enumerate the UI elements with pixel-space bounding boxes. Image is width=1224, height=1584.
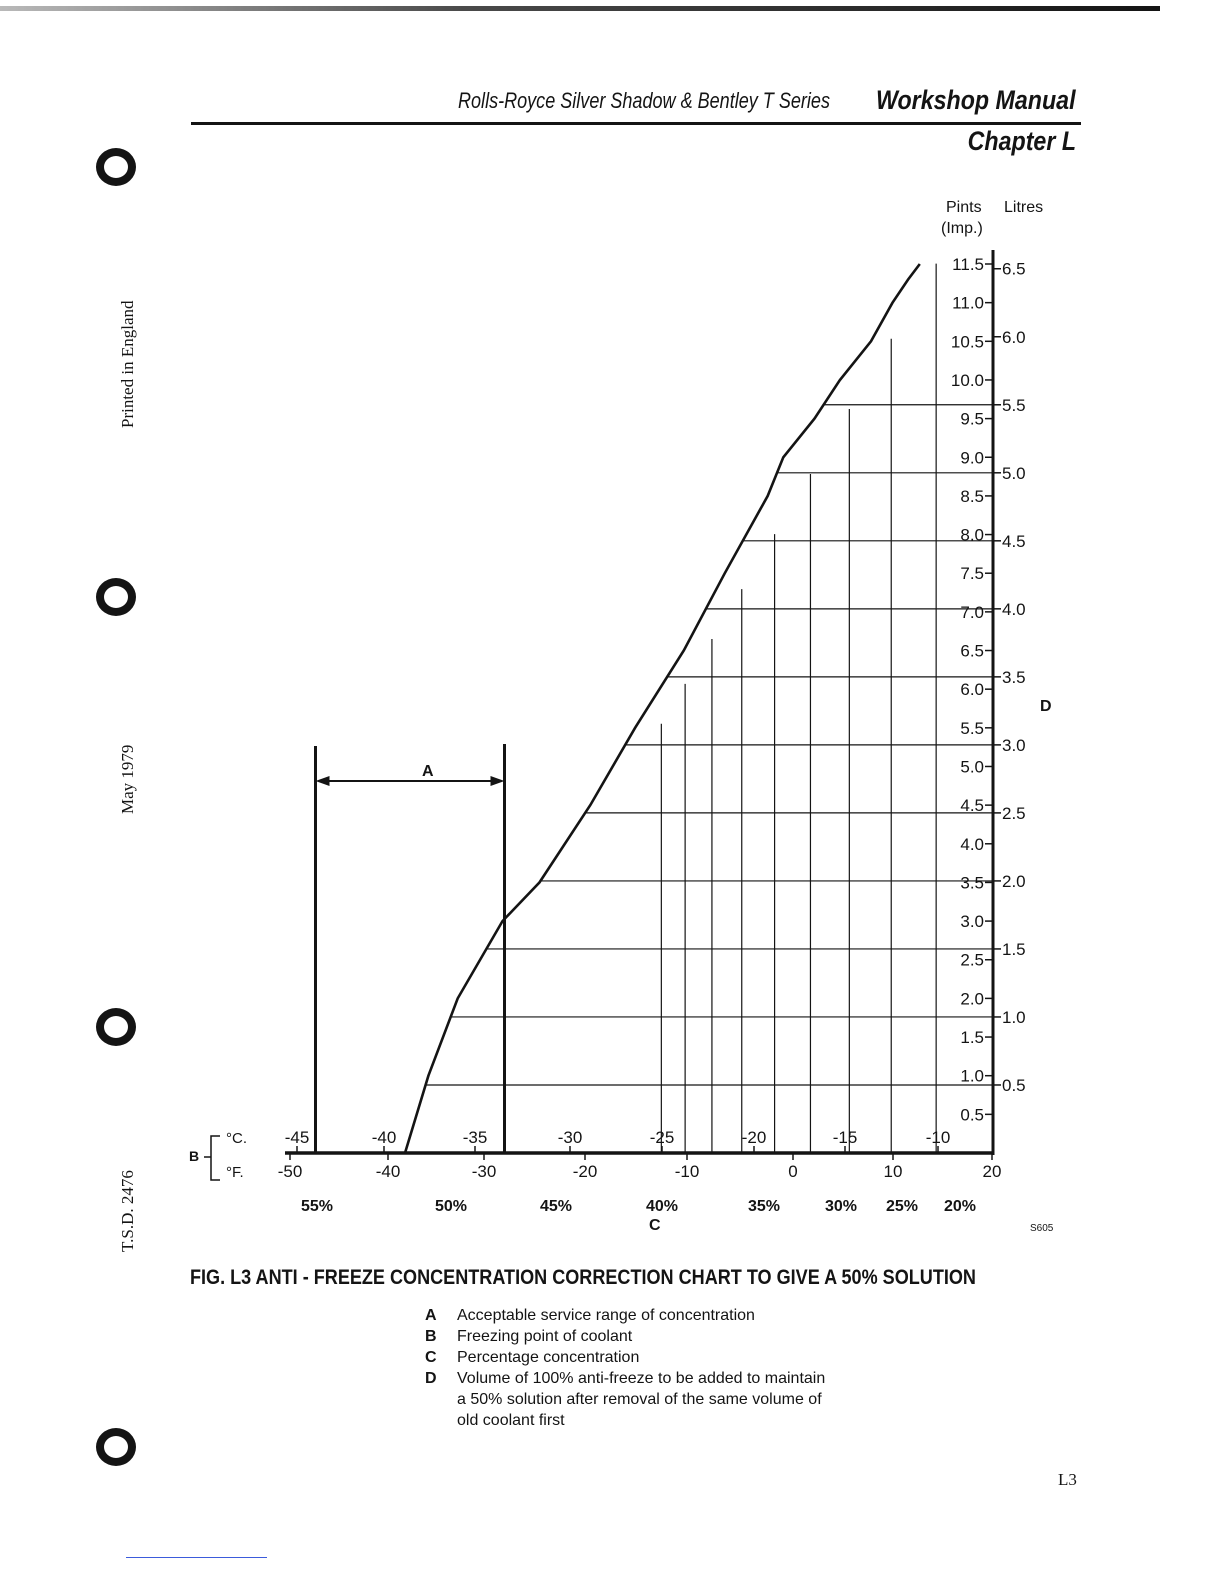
litres-tick-label: 2.0 xyxy=(1002,871,1026,891)
chart-grid xyxy=(426,264,993,1153)
pints-tick-label: 10.0 xyxy=(950,370,984,390)
pints-tick-label: 9.0 xyxy=(960,448,984,468)
litres-tick-label: 3.0 xyxy=(1002,735,1026,755)
printed-in-england: Printed in England xyxy=(118,300,137,428)
header-chapter: Chapter L xyxy=(967,126,1076,156)
celsius-tick-label: -15 xyxy=(832,1128,858,1147)
pints-tick-label: 8.5 xyxy=(960,486,984,506)
pints-tick-label: 3.0 xyxy=(960,912,984,932)
pints-tick-label: 7.5 xyxy=(960,564,984,584)
celsius-tick-label: -25 xyxy=(649,1128,675,1147)
percent-tick-label: 40% xyxy=(645,1198,679,1215)
pints-tick-label: 5.5 xyxy=(960,718,984,738)
pints-tick-label: 10.5 xyxy=(950,332,984,352)
litres-tick-label: 4.5 xyxy=(1002,531,1026,551)
pints-tick-label: 2.0 xyxy=(960,989,984,1009)
percent-tick-label: 35% xyxy=(747,1198,781,1215)
marker-c: C xyxy=(649,1217,661,1234)
litres-tick-label: 3.5 xyxy=(1002,667,1026,687)
drawing-ref: S605 xyxy=(1030,1223,1054,1234)
pints-tick-label: 5.0 xyxy=(960,757,984,777)
litres-tick-label: 6.0 xyxy=(1002,327,1026,347)
pints-tick-label: 7.0 xyxy=(960,602,984,622)
celsius-tick-label: -45 xyxy=(284,1128,310,1147)
fahrenheit-tick-label: -10 xyxy=(674,1162,700,1181)
celsius-unit: °C. xyxy=(226,1130,247,1147)
correction-curve xyxy=(405,264,920,1153)
chart-labels xyxy=(278,255,1026,1215)
fahrenheit-tick-label: -40 xyxy=(375,1162,401,1181)
percent-tick-label: 25% xyxy=(885,1198,919,1215)
litres-tick-label: 1.5 xyxy=(1002,939,1026,959)
percent-tick-label: 50% xyxy=(434,1198,468,1215)
litres-tick-label: 0.5 xyxy=(1002,1075,1026,1095)
page-number: L3 xyxy=(1058,1470,1077,1489)
legend-item xyxy=(425,1368,837,1431)
litres-tick-label: 5.5 xyxy=(1002,395,1026,415)
pints-header: Pints xyxy=(946,199,982,216)
fahrenheit-unit: °F. xyxy=(226,1164,244,1181)
marker-b: B xyxy=(189,1148,200,1164)
legend-text: Volume of 100% anti-freeze to be added to maintain a 50% solution after removal of the same volume of old coolant first xyxy=(457,1370,826,1429)
pints-tick-label: 3.5 xyxy=(960,873,984,893)
legend-text: Acceptable service range of concentration xyxy=(457,1307,755,1324)
header-series-title: Rolls-Royce Silver Shadow & Bentley T Series xyxy=(458,88,830,113)
header-manual-title: Workshop Manual xyxy=(876,85,1076,115)
pints-tick-label: 9.5 xyxy=(960,409,984,429)
litres-header: Litres xyxy=(1004,199,1044,216)
pints-tick-label: 1.5 xyxy=(960,1028,984,1048)
percent-tick-label: 20% xyxy=(943,1198,977,1215)
pints-header-imp: (Imp.) xyxy=(941,220,983,237)
legend-key: B xyxy=(425,1328,437,1345)
celsius-tick-label: -35 xyxy=(462,1128,488,1147)
marker-d: D xyxy=(1040,698,1052,715)
fahrenheit-tick-label: 20 xyxy=(982,1162,1002,1181)
pints-tick-label: 4.5 xyxy=(960,796,984,816)
litres-tick-label: 5.0 xyxy=(1002,463,1026,483)
legend-text: Freezing point of coolant xyxy=(457,1328,633,1345)
pints-tick-label: 1.0 xyxy=(960,1066,984,1086)
litres-tick-label: 1.0 xyxy=(1002,1007,1026,1027)
fahrenheit-tick-label: 10 xyxy=(883,1162,903,1181)
litres-tick-label: 4.0 xyxy=(1002,599,1026,619)
litres-tick-label: 2.5 xyxy=(1002,803,1026,823)
pints-tick-label: 2.5 xyxy=(960,950,984,970)
legend-key: D xyxy=(425,1370,437,1387)
print-date: May 1979 xyxy=(118,744,137,814)
percent-tick-label: 55% xyxy=(300,1198,334,1215)
chart-axes xyxy=(204,250,1001,1180)
legend-key: C xyxy=(425,1349,437,1366)
fahrenheit-tick-label: -30 xyxy=(471,1162,497,1181)
fahrenheit-tick-label: -20 xyxy=(572,1162,598,1181)
arrow-left-icon xyxy=(316,776,330,786)
pints-tick-label: 11.0 xyxy=(952,293,984,313)
pints-tick-label: 8.0 xyxy=(960,525,984,545)
pints-tick-label: 0.5 xyxy=(960,1105,984,1125)
pints-tick-label: 11.5 xyxy=(952,255,984,274)
legend-item xyxy=(425,1347,837,1368)
legend xyxy=(425,1305,837,1431)
percent-tick-label: 30% xyxy=(824,1198,858,1215)
celsius-tick-label: -10 xyxy=(925,1128,951,1147)
chart-curve xyxy=(405,264,920,1153)
fahrenheit-tick-label: 0 xyxy=(788,1162,798,1181)
arrow-right-icon xyxy=(491,776,505,786)
litres-tick-label: 6.5 xyxy=(1002,259,1026,279)
pints-tick-label: 6.0 xyxy=(960,680,984,700)
fahrenheit-tick-label: -50 xyxy=(277,1162,303,1181)
legend-text: Percentage concentration xyxy=(457,1349,640,1366)
scan-mark xyxy=(126,1557,267,1558)
pints-tick-label: 6.5 xyxy=(960,641,984,661)
unit-bracket xyxy=(211,1136,220,1180)
figure-caption: FIG. L3 ANTI - FREEZE CONCENTRATION CORRECTION CHART TO GIVE A 50% SOLUTION xyxy=(190,1266,976,1289)
pints-tick-label: 4.0 xyxy=(960,834,984,854)
marker-a: A xyxy=(422,763,434,780)
legend-item xyxy=(425,1326,837,1347)
legend-key: A xyxy=(425,1307,437,1324)
celsius-tick-label: -40 xyxy=(371,1128,397,1147)
legend-item xyxy=(425,1305,837,1326)
celsius-tick-label: -30 xyxy=(557,1128,583,1147)
percent-tick-label: 45% xyxy=(539,1198,573,1215)
tsd-number: T.S.D. 2476 xyxy=(118,1170,137,1252)
celsius-tick-label: -20 xyxy=(741,1128,767,1147)
